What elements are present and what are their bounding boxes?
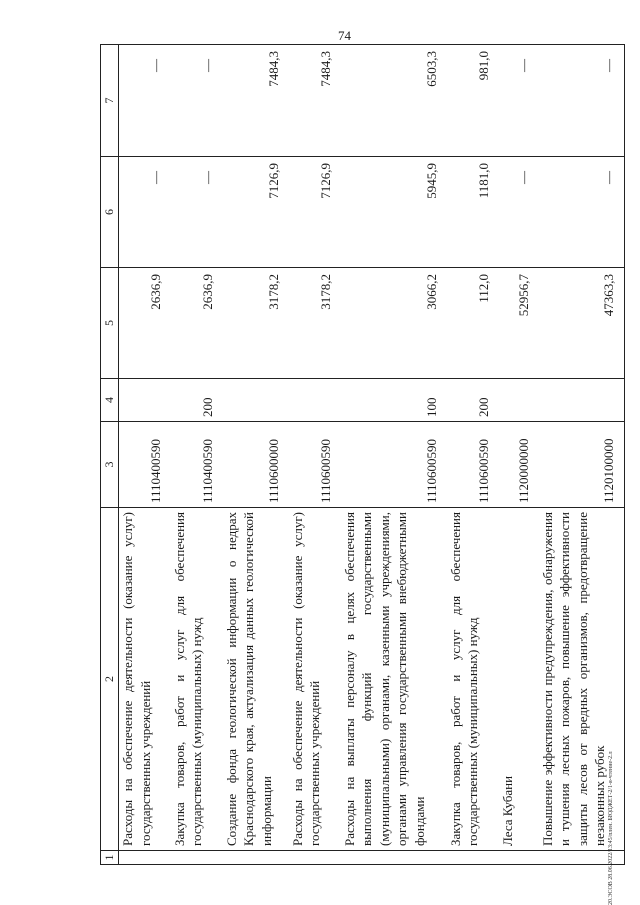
table-row (119, 45, 171, 865)
amount-cell: — (499, 45, 539, 157)
header-row (101, 45, 119, 865)
row-name-cell: Закупка товаров, работ и услуг для обеспечения государственных (муниципальных) нужд (171, 508, 223, 851)
header-cell: 7 (101, 45, 119, 157)
first-column-cell (447, 851, 499, 865)
first-column-cell (223, 851, 289, 865)
amount-cell: 3178,2 (223, 268, 289, 379)
row-name-cell: Расходы на обеспечение деятельности (оказание услуг) государственных учреждений (289, 508, 341, 851)
first-column-cell (289, 851, 341, 865)
amount-cell: 1181,0 (447, 157, 499, 268)
table-row (447, 45, 499, 865)
amount-cell: — (539, 45, 625, 157)
table-row (289, 45, 341, 865)
first-column-cell (171, 851, 223, 865)
amount-cell: 52956,7 (499, 268, 539, 379)
amount-cell: 7126,9 (223, 157, 289, 268)
amount-cell: 7484,3 (223, 45, 289, 157)
row-name-cell: Создание фонда геологической информации о недрах Краснодарского края, актуализация данных геологической информации (223, 508, 289, 851)
table-row (171, 45, 223, 865)
first-column-cell (119, 851, 171, 865)
amount-cell: 3066,2 (341, 268, 447, 379)
expense-type-cell: 200 (447, 379, 499, 422)
expense-type-cell (539, 379, 625, 422)
amount-cell: 7484,3 (289, 45, 341, 157)
page-number: 74 (338, 28, 351, 43)
target-code-cell: 1120100000 (539, 422, 625, 508)
amount-cell: — (119, 157, 171, 268)
amount-cell: 112,0 (447, 268, 499, 379)
amount-cell: 2636,9 (171, 268, 223, 379)
first-column-cell (341, 851, 447, 865)
table-row (499, 45, 539, 865)
header-cell: 3 (101, 422, 119, 508)
target-code-cell: 1110600590 (341, 422, 447, 508)
amount-cell: 6503,3 (341, 45, 447, 157)
amount-cell: — (171, 157, 223, 268)
row-name-cell: Закупка товаров, работ и услуг для обеспечения государственных (муниципальных) нужд (447, 508, 499, 851)
target-code-cell: 1110600590 (447, 422, 499, 508)
footer-code: 20.ЭСОВ 28.06.2022/13:45/плен. БЮДЖЕТ-2/1-я-чтение-2.л (608, 751, 614, 905)
expense-type-cell: 200 (171, 379, 223, 422)
amount-cell: — (171, 45, 223, 157)
target-code-cell: 1110400590 (171, 422, 223, 508)
amount-cell: 981,0 (447, 45, 499, 157)
first-column-cell (539, 851, 625, 865)
target-code-cell: 1110600000 (223, 422, 289, 508)
budget-table (100, 44, 625, 865)
amount-cell: — (539, 157, 625, 268)
header-cell: 5 (101, 268, 119, 379)
header-cell: 6 (101, 157, 119, 268)
expense-type-cell (499, 379, 539, 422)
header-cell: 4 (101, 379, 119, 422)
target-code-cell: 1110400590 (119, 422, 171, 508)
expense-type-cell (223, 379, 289, 422)
table-row (223, 45, 289, 865)
amount-cell: 7126,9 (289, 157, 341, 268)
expense-type-cell (119, 379, 171, 422)
row-name-cell: Расходы на выплаты персоналу в целях обеспечения выполнения функций государственными (муниципальными) органами, казенными учреждениями, органами управления государственными внебюджетными фондами (341, 508, 447, 851)
header-cell: 1 (101, 851, 119, 865)
table-row (539, 45, 625, 865)
row-name-cell: Повышение эффективности предупреждения, обнаружения и тушения лесных пожаров, повышение эффективности защиты лесов от вредных организмов, предотвращение незаконных рубок (539, 508, 625, 851)
amount-cell: — (119, 45, 171, 157)
expense-type-cell: 100 (341, 379, 447, 422)
expense-type-cell (289, 379, 341, 422)
row-name-cell: Леса Кубани (499, 508, 539, 851)
first-column-cell (499, 851, 539, 865)
target-code-cell: 1120000000 (499, 422, 539, 508)
table-row (341, 45, 447, 865)
amount-cell: 2636,9 (119, 268, 171, 379)
amount-cell: 3178,2 (289, 268, 341, 379)
row-name-cell: Расходы на обеспечение деятельности (оказание услуг) государственных учреждений (119, 508, 171, 851)
amount-cell: — (499, 157, 539, 268)
header-cell: 2 (101, 508, 119, 851)
amount-cell: 5945,9 (341, 157, 447, 268)
target-code-cell: 1110600590 (289, 422, 341, 508)
amount-cell: 47363,3 (539, 268, 625, 379)
